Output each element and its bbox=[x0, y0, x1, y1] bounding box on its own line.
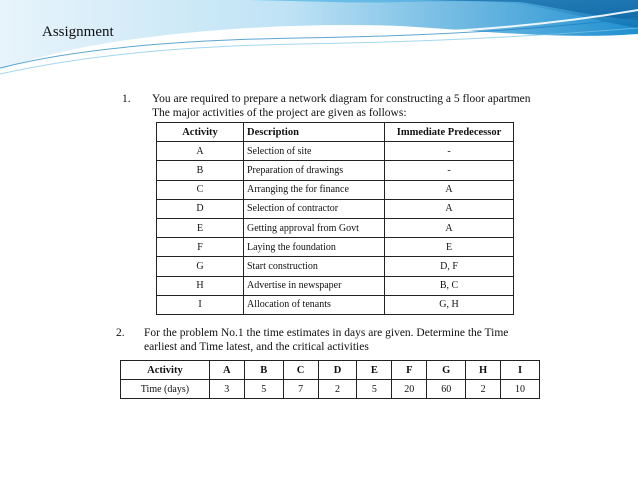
table-row bbox=[157, 257, 514, 276]
cell-time-h: 2 bbox=[466, 380, 501, 399]
cell-time-b: 5 bbox=[244, 380, 283, 399]
table-row bbox=[157, 218, 514, 237]
time-estimates-table bbox=[120, 360, 540, 399]
header-activity: Activity bbox=[121, 361, 210, 380]
cell-description: Selection of site bbox=[244, 142, 385, 161]
table-header-row bbox=[121, 361, 540, 380]
cell-label: Time (days) bbox=[121, 380, 210, 399]
table-row bbox=[157, 238, 514, 257]
cell-time-d: 2 bbox=[318, 380, 357, 399]
question-1-line-2: The major activities of the project are given as follows: bbox=[152, 107, 407, 119]
cell-predecessor: G, H bbox=[385, 295, 514, 314]
header-description: Description bbox=[244, 123, 385, 142]
header-a: A bbox=[209, 361, 244, 380]
table-row bbox=[157, 199, 514, 218]
header-activity: Activity bbox=[157, 123, 244, 142]
cell-predecessor: - bbox=[385, 142, 514, 161]
header-banner bbox=[0, 0, 638, 90]
cell-activity: F bbox=[157, 238, 244, 257]
header-f: F bbox=[392, 361, 427, 380]
header-i: I bbox=[501, 361, 540, 380]
header-g: G bbox=[427, 361, 466, 380]
table-row bbox=[157, 295, 514, 314]
cell-time-c: 7 bbox=[283, 380, 318, 399]
table-row bbox=[121, 380, 540, 399]
cell-time-i: 10 bbox=[501, 380, 540, 399]
cell-description: Selection of contractor bbox=[244, 199, 385, 218]
header-e: E bbox=[357, 361, 392, 380]
table-row bbox=[157, 142, 514, 161]
header-c: C bbox=[283, 361, 318, 380]
cell-time-g: 60 bbox=[427, 380, 466, 399]
assignment-content bbox=[116, 88, 540, 400]
question-2-number: 2. bbox=[116, 327, 125, 339]
table-row bbox=[157, 180, 514, 199]
table-row bbox=[157, 161, 514, 180]
cell-description: Getting approval from Govt bbox=[244, 218, 385, 237]
cell-activity: D bbox=[157, 199, 244, 218]
cell-description: Arranging the for finance bbox=[244, 180, 385, 199]
question-1-number: 1. bbox=[122, 93, 131, 105]
cell-predecessor: B, C bbox=[385, 276, 514, 295]
cell-description: Laying the foundation bbox=[244, 238, 385, 257]
slide-title: Assignment bbox=[42, 24, 114, 40]
header-predecessor: Immediate Predecessor bbox=[385, 123, 514, 142]
cell-description: Preparation of drawings bbox=[244, 161, 385, 180]
question-2-line-1: For the problem No.1 the time estimates in days are given. Determine the Time bbox=[144, 327, 509, 339]
cell-activity: G bbox=[157, 257, 244, 276]
cell-activity: H bbox=[157, 276, 244, 295]
table-header-row bbox=[157, 123, 514, 142]
header-b: B bbox=[244, 361, 283, 380]
question-2-line-2: earliest and Time latest, and the critical activities bbox=[144, 341, 369, 353]
cell-time-f: 20 bbox=[392, 380, 427, 399]
cell-predecessor: - bbox=[385, 161, 514, 180]
cell-activity: B bbox=[157, 161, 244, 180]
cell-predecessor: A bbox=[385, 199, 514, 218]
question-1-line-1: You are required to prepare a network diagram for constructing a 5 floor apartmen bbox=[152, 93, 531, 105]
header-h: H bbox=[466, 361, 501, 380]
table-row bbox=[157, 276, 514, 295]
cell-time-e: 5 bbox=[357, 380, 392, 399]
cell-predecessor: A bbox=[385, 180, 514, 199]
activities-table bbox=[156, 122, 514, 315]
header-d: D bbox=[318, 361, 357, 380]
cell-activity: C bbox=[157, 180, 244, 199]
cell-activity: I bbox=[157, 295, 244, 314]
cell-predecessor: A bbox=[385, 218, 514, 237]
cell-description: Start construction bbox=[244, 257, 385, 276]
cell-description: Allocation of tenants bbox=[244, 295, 385, 314]
cell-activity: E bbox=[157, 218, 244, 237]
cell-activity: A bbox=[157, 142, 244, 161]
cell-time-a: 3 bbox=[209, 380, 244, 399]
cell-predecessor: D, F bbox=[385, 257, 514, 276]
cell-predecessor: E bbox=[385, 238, 514, 257]
cell-description: Advertise in newspaper bbox=[244, 276, 385, 295]
